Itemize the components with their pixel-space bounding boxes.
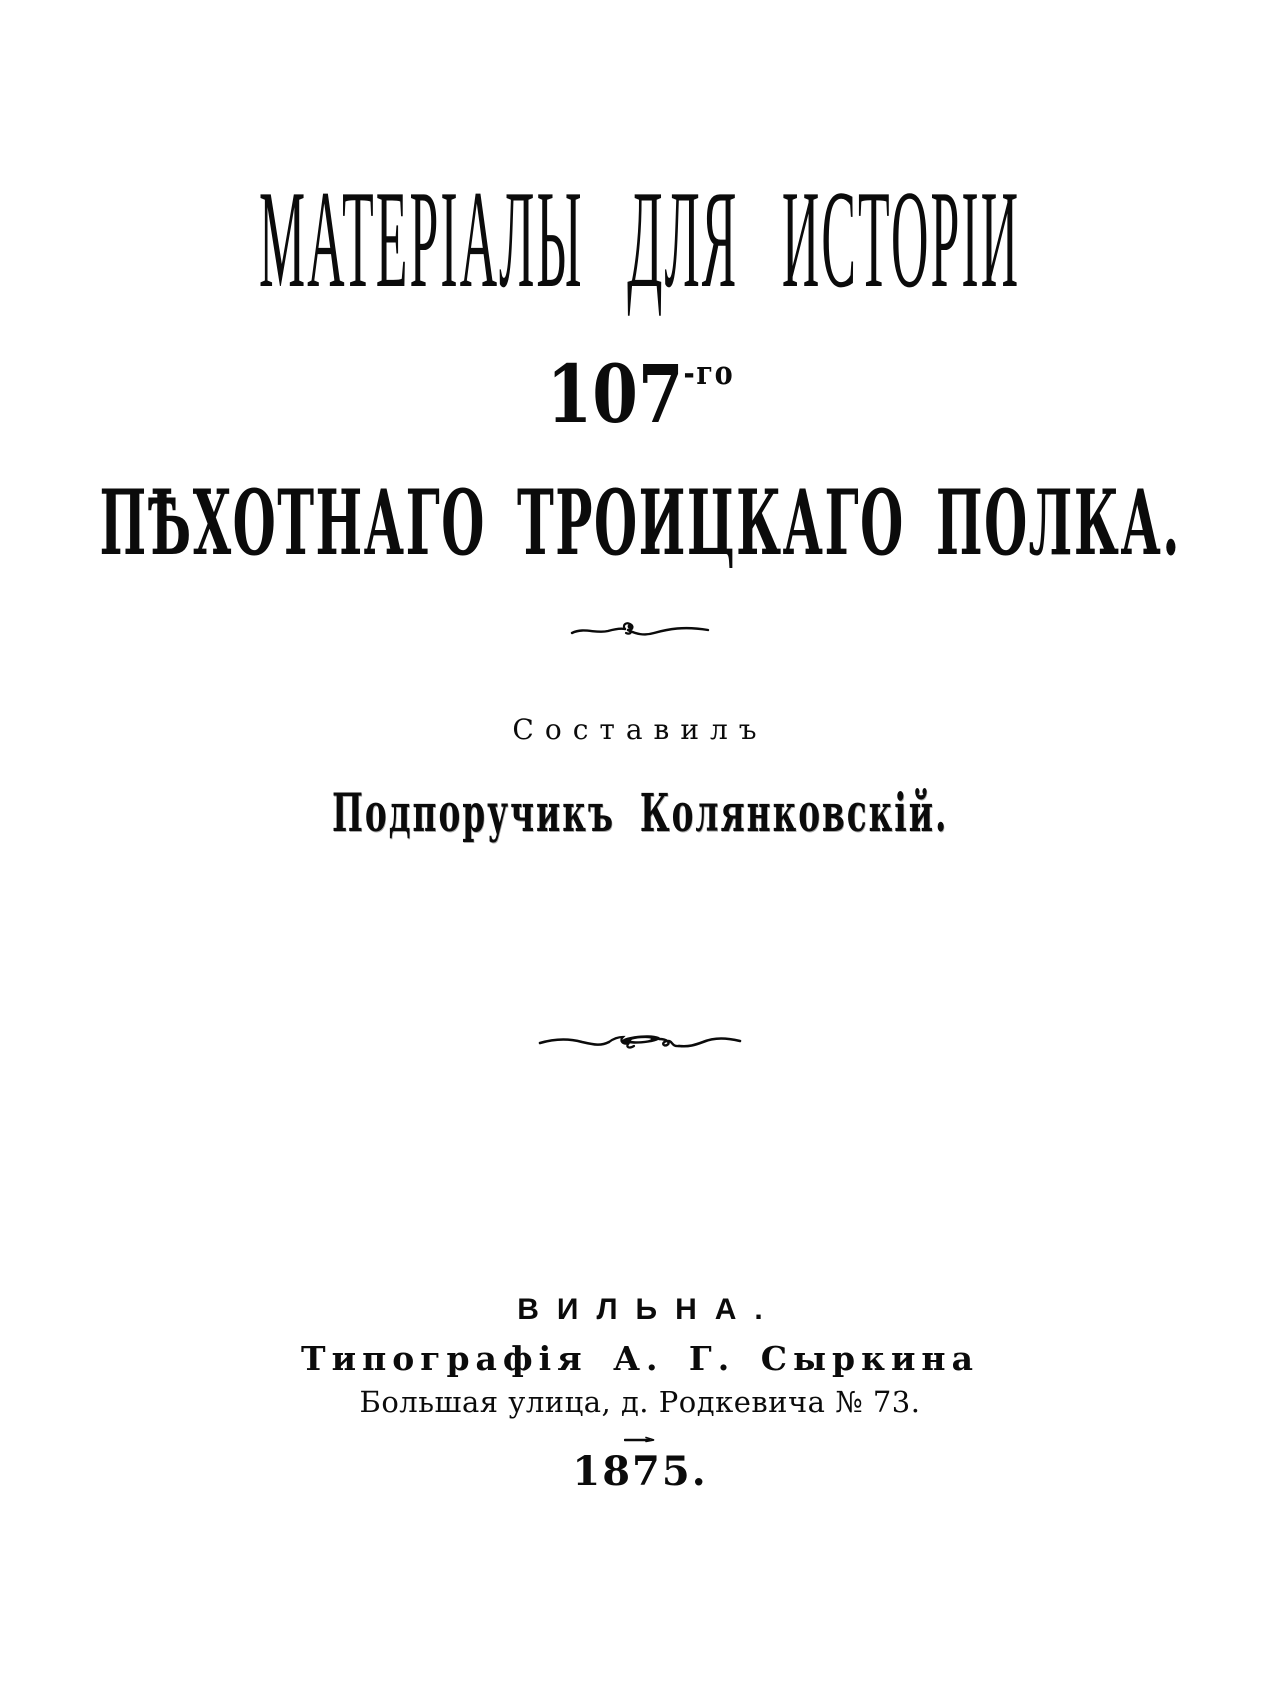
title-row-2: [0, 470, 1280, 576]
wavy-flourish-loops-rule-icon: [537, 1030, 743, 1052]
printer-row: [0, 1339, 1280, 1378]
imprint-address: Большая улица, д. Родкевича № 73.: [359, 1385, 921, 1419]
divider-row-1: [0, 620, 1280, 640]
imprint-city: ВИЛЬНА.: [517, 1293, 781, 1326]
title-row-1: [0, 162, 1280, 317]
compiled-by-row: [0, 713, 1280, 746]
wavy-flourish-rule-icon: [570, 620, 710, 640]
compiled-by-label: Составилъ: [512, 713, 768, 746]
author-row: [0, 783, 1280, 844]
page-title: МАТЕРІАЛЫ ДЛЯ ИСТОРІИ: [259, 162, 1021, 317]
author-name: Подпоручикъ Колянковскій.: [331, 783, 949, 844]
address-row: [0, 1385, 1280, 1419]
city-row: [0, 1295, 1280, 1325]
year-row: [0, 1448, 1280, 1495]
regiment-number-unit: [546, 347, 734, 441]
regiment-number: 107: [546, 347, 684, 441]
divider-row-2: [0, 1030, 1280, 1052]
page-subtitle: ПѢХОТНАГО ТРОИЦКАГО ПОЛКА.: [99, 470, 1181, 576]
imprint-printer: Типографія А. Г. Сыркина: [301, 1339, 979, 1378]
regiment-number-suffix: -го: [683, 353, 734, 392]
regiment-number-row: [0, 347, 1280, 441]
short-dash-rule-icon: [624, 1435, 656, 1445]
divider-row-3: [0, 1435, 1280, 1445]
imprint-year: 1875.: [572, 1448, 708, 1495]
